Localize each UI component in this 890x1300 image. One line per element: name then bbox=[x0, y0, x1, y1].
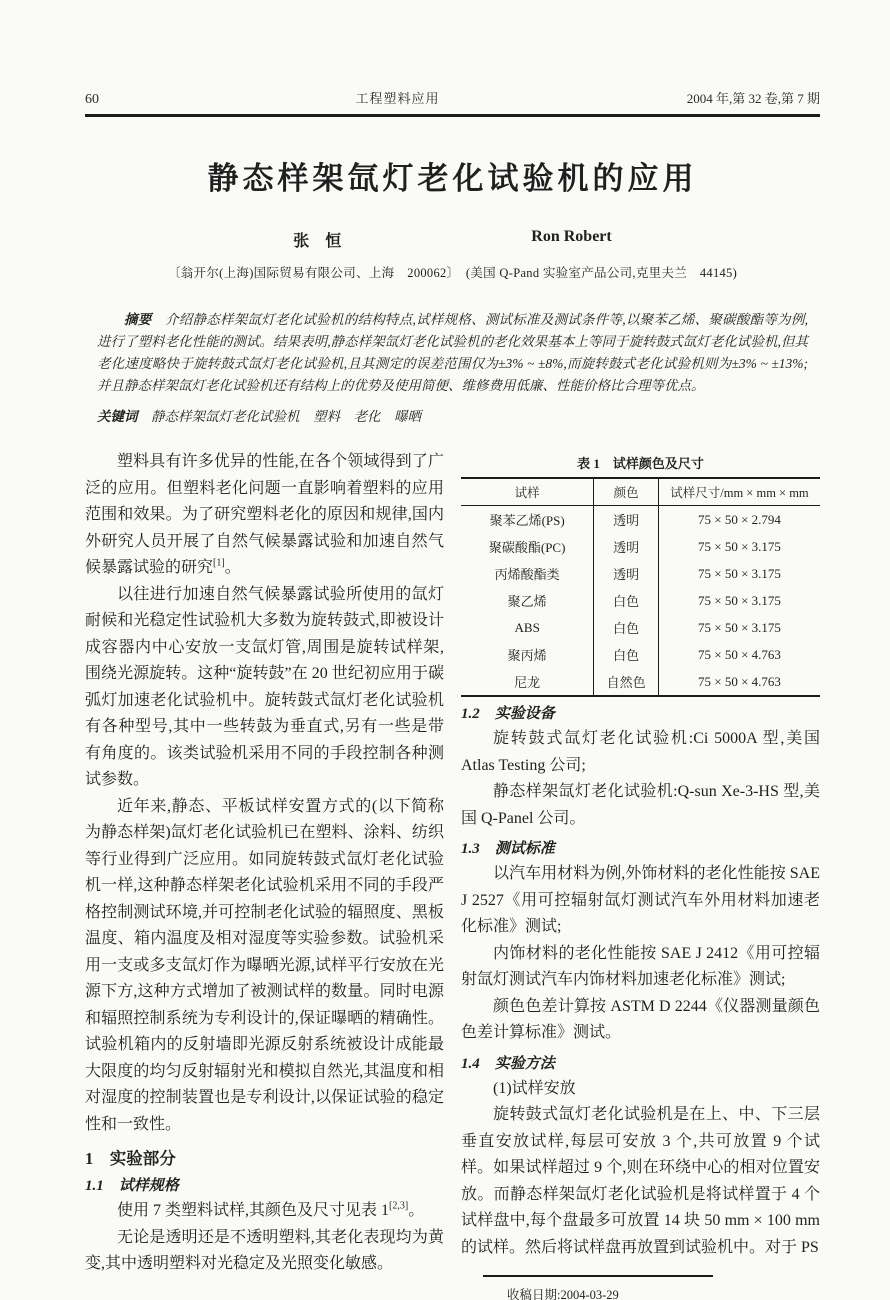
table-cell: 75 × 50 × 3.175 bbox=[698, 538, 781, 554]
subsection-heading-method: 1.4 实验方法 bbox=[461, 1055, 555, 1072]
table-cell: 聚碳酸酯(PC) bbox=[461, 533, 594, 560]
table-cell: 尼龙 bbox=[461, 668, 594, 696]
paragraph-standard-sae2527: 以汽车用材料为例,外饰材料的老化性能按 SAE J 2527《用可控辐射氙灯测试汽车外用材料加速老化标准》测试; bbox=[461, 865, 820, 935]
paragraph-text: 使用 7 类塑料试样,其颜色及尺寸见表 1 bbox=[117, 1202, 390, 1219]
paragraph-standard-astm: 颜色色差计算按 ASTM D 2244《仪器测量颜色色差计算标准》测试。 bbox=[461, 997, 820, 1041]
running-header bbox=[85, 88, 820, 108]
table-cell: 白色 bbox=[594, 587, 659, 614]
table-row bbox=[461, 641, 820, 668]
journal-name: 工程塑料应用 bbox=[355, 91, 440, 106]
table-row bbox=[461, 506, 820, 534]
paragraph-method-placement: 旋转鼓式氙灯老化试验机是在上、中、下三层垂直安放试样,每层可安放 3 个,共可放置 9 个试样。如果试样超过 9 个,则在环绕中心的相对位置安放。而静态样架氙灯老化试验机是将试样置于 4 个试样盘中,每个盘最多可放置 14 块 50 mm × 100 mm 的试样。然后将试样盘再放置到试验机中。对于 PS bbox=[461, 1106, 820, 1256]
column-header: 试样 bbox=[461, 478, 594, 506]
abstract-label: 摘要 bbox=[124, 312, 152, 327]
keywords bbox=[97, 405, 808, 425]
table-cell: 透明 bbox=[594, 533, 659, 560]
table-cell: 白色 bbox=[594, 614, 659, 641]
paragraph-text: 。 bbox=[408, 1202, 425, 1219]
paragraph-equipment-qpanel: 静态样架氙灯老化试验机:Q-sun Xe-3-HS 型,美国 Q-Panel 公司。 bbox=[461, 783, 820, 827]
paragraph-yellowing: 无论是透明还是不透明塑料,其老化表现均为黄变,其中透明塑料对光稳定及光照变化敏感。 bbox=[85, 1228, 444, 1272]
reference-marker-2: [2,3] bbox=[389, 1200, 409, 1212]
header-rule bbox=[85, 114, 820, 117]
table-row bbox=[461, 614, 820, 641]
table-cell: 聚丙烯 bbox=[461, 641, 594, 668]
paragraph-intro bbox=[85, 449, 444, 582]
column-header: 颜色 bbox=[594, 478, 659, 506]
table-cell: 75 × 50 × 4.763 bbox=[698, 646, 781, 662]
paragraph-rotating-drum: 以往进行加速自然气候暴露试验所使用的氙灯耐候和光稳定性试验机大多数为旋转鼓式,即被设计成容器内中心安放一支氙灯管,周围是旋转试样架,围绕光源旋转。这种“旋转鼓”在 20 世纪初应用于碳弧灯加速老化试验机中。旋转鼓式氙灯老化试验机有各种型号,其中一些转鼓为垂直式,另有一些是带有角度的。该类试验机采用不同的手段控制各种测试参数。 bbox=[85, 585, 444, 788]
table-cell: 75 × 50 × 4.763 bbox=[698, 673, 781, 689]
paragraph-method-placement-title: (1)试样安放 bbox=[493, 1079, 576, 1097]
paragraph-specimens bbox=[85, 1198, 444, 1225]
section-heading-experiment: 1 实验部分 bbox=[85, 1149, 176, 1168]
table-cell: 聚苯乙烯(PS) bbox=[461, 506, 594, 534]
reference-marker-1: [1] bbox=[213, 557, 225, 569]
table-header-row bbox=[461, 478, 820, 506]
paragraph-static-rack: 近年来,静态、平板试样安置方式的(以下简称为静态样架)氙灯老化试验机已在塑料、涂料、纺织等行业得到广泛应用。如同旋转鼓式氙灯老化试验机一样,这种静态样架老化试验机采用不同的手段严格控制测试环境,并可控制老化试验的辐照度、黑板温度、箱内温度及相对湿度等实验参数。试验机采用一支或多支氙灯作为曝晒光源,试样平行安放在光源下方,这种方式增加了被测试样的数量。同时电源和辐照控制系统为专利设计的,保证曝晒的精确性。试验机箱内的反射墙即光源反射系统被设计成能最大限度的均匀反射辐射光和模拟自然光,其温度和相对湿度的控制装置也是专利设计,以保证试验的稳定性和一致性。 bbox=[85, 797, 444, 1133]
table-cell: 白色 bbox=[594, 641, 659, 668]
paragraph-text: 塑料具有许多优异的性能,在各个领域得到了广泛的应用。但塑料老化问题一直影响着塑料的应用范围和效果。为了研究塑料老化的原因和规律,国内外研究人员开展了自然气候暴露试验和加速自然气候暴露试验的研究 bbox=[85, 453, 444, 576]
table-cell: ABS bbox=[461, 614, 594, 641]
right-column bbox=[461, 449, 820, 1300]
keywords-text: 静态样架氙灯老化试验机 塑料 老化 曝晒 bbox=[151, 409, 421, 424]
table-cell: 透明 bbox=[594, 560, 659, 587]
footnote-rule bbox=[483, 1275, 713, 1277]
paragraph-equipment-atlas: 旋转鼓式氙灯老化试验机:Ci 5000A 型,美国 Atlas Testing 公司; bbox=[461, 730, 820, 774]
author-name-1: 张 恒 bbox=[293, 233, 342, 250]
paragraph-standard-sae2412: 内饰材料的老化性能按 SAE J 2412《用可控辐射氙灯测试汽车内饰材料加速老化标准》测试; bbox=[461, 944, 820, 988]
two-column-body bbox=[85, 449, 820, 1300]
abstract bbox=[97, 309, 808, 397]
paragraph-text: 。 bbox=[224, 559, 241, 576]
page-number: 60 bbox=[85, 92, 99, 107]
issue-info: 2004 年,第 32 卷,第 7 期 bbox=[686, 91, 820, 106]
abstract-text: 介绍静态样架氙灯老化试验机的结构特点,试样规格、测试标准及测试条件等,以聚苯乙烯、聚碳酸酯等为例,进行了塑料老化性能的测试。结果表明,静态样架氙灯老化试验机的老化效果基本上等同于旋转鼓式氙灯老化试验机,但其老化速度略快于旋转鼓式氙灯老化试验机,且其测定的误差范围仅为±3% ~ ±8%,而旋转鼓式老化试验机则为±3% ~ ±13%;并且静态样架氙灯老化试验机还有结构上的优势及使用简便、维修费用低廉、性能价格比合理等优点。 bbox=[97, 312, 809, 393]
table-cell: 透明 bbox=[594, 506, 659, 534]
article-title: 静态样架氙灯老化试验机的应用 bbox=[207, 161, 698, 196]
table-row bbox=[461, 668, 820, 696]
left-column bbox=[85, 449, 444, 1300]
author-name-2: Ron Robert bbox=[531, 228, 612, 245]
received-date: 收稿日期:2004-03-29 bbox=[507, 1288, 619, 1300]
table-cell: 自然色 bbox=[594, 668, 659, 696]
table-cell: 75 × 50 × 3.175 bbox=[698, 565, 781, 581]
author-row bbox=[85, 228, 820, 251]
column-header: 试样尺寸/mm × mm × mm bbox=[658, 478, 820, 506]
affiliations: 〔翁开尔(上海)国际贸易有限公司、上海 200062〕 (美国 Q-Pand 实验室产品公司,克里夫兰 44145) bbox=[167, 266, 738, 280]
subsection-heading-equipment: 1.2 实验设备 bbox=[461, 706, 555, 722]
table-cell: 75 × 50 × 2.794 bbox=[698, 511, 781, 527]
table-row bbox=[461, 533, 820, 560]
specimen-table bbox=[461, 477, 820, 697]
table-row bbox=[461, 560, 820, 587]
table-cell: 75 × 50 × 3.175 bbox=[698, 619, 781, 635]
subsection-heading-standards: 1.3 测试标准 bbox=[461, 841, 555, 857]
keywords-label: 关键词 bbox=[97, 409, 138, 424]
table-cell: 丙烯酸酯类 bbox=[461, 560, 594, 587]
table-cell: 75 × 50 × 3.175 bbox=[698, 592, 781, 608]
table-cell: 聚乙烯 bbox=[461, 587, 594, 614]
table-row bbox=[461, 587, 820, 614]
subsection-heading-specimen-spec: 1.1 试样规格 bbox=[85, 1178, 179, 1194]
table-caption: 表 1 试样颜色及尺寸 bbox=[577, 456, 704, 471]
